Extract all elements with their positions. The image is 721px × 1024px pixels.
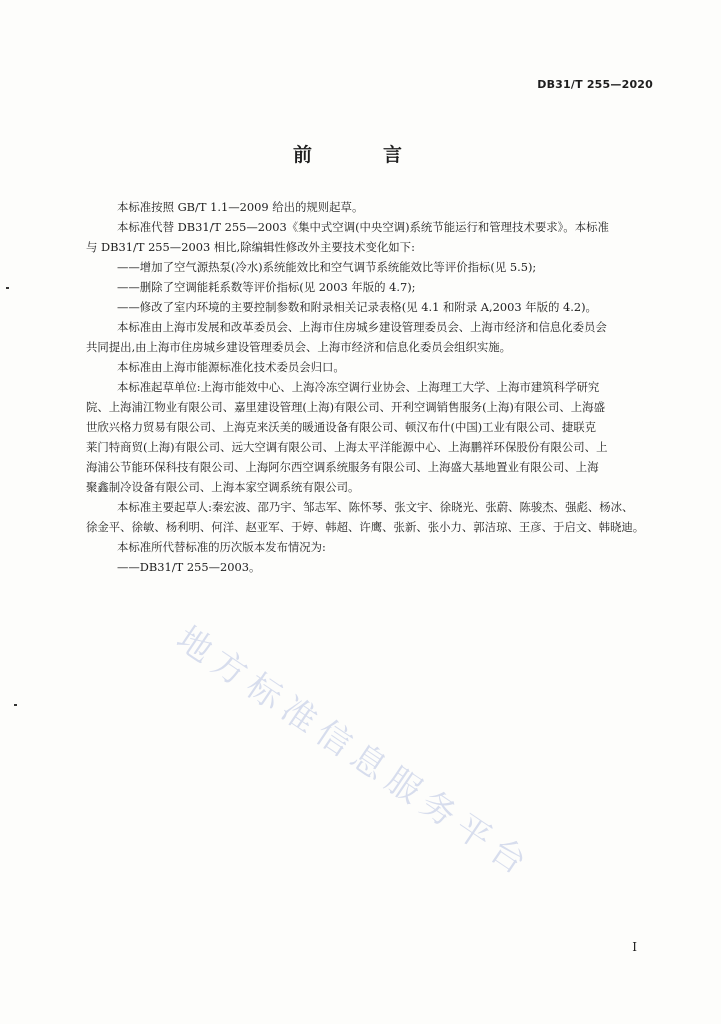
page-number: I — [632, 940, 637, 954]
page-title: 前 言 — [292, 144, 428, 166]
watermark: 地方标准信息服务平台 — [169, 618, 540, 887]
paragraph-line: 本标准起草单位:上海市能效中心、上海冷冻空调行业协会、上海理工大学、上海市建筑科学研究 — [117, 380, 600, 394]
document-code: DB31/T 255—2020 — [537, 78, 653, 91]
list-item: ——修改了室内环境的主要控制参数和附录相关记录表格(见 4.1 和附录 A,2003 年版的 4.2)。 — [117, 300, 597, 314]
scan-artifact — [14, 704, 17, 706]
paragraph-line: 本标准由上海市能源标准化技术委员会归口。 — [117, 360, 345, 374]
paragraph-line: 本标准按照 GB/T 1.1—2009 给出的规则起草。 — [117, 200, 364, 214]
list-item: ——删除了空调能耗系数等评价指标(见 2003 年版的 4.7); — [117, 280, 416, 294]
paragraph-line: 本标准由上海市发展和改革委员会、上海市住房城乡建设管理委员会、上海市经济和信息化委员会 — [117, 320, 607, 334]
paragraph-line: 院、上海浦江物业有限公司、嘉里建设管理(上海)有限公司、开利空调销售服务(上海)有限公司、上海盛 — [86, 400, 605, 414]
paragraph-line: 本标准代替 DB31/T 255—2003《集中式空调(中央空调)系统节能运行和管理技术要求》。本标准 — [117, 220, 609, 234]
paragraph-line: 本标准主要起草人:秦宏波、邵乃宇、邹志军、陈怀琴、张文宇、徐晓光、张蔚、陈骏杰、强彪、杨冰、 — [117, 500, 634, 514]
paragraph-line: 与 DB31/T 255—2003 相比,除编辑性修改外主要技术变化如下: — [86, 240, 415, 254]
list-item: ——增加了空气源热泵(冷水)系统能效比和空气调节系统能效比等评价指标(见 5.5); — [117, 260, 537, 274]
paragraph-line: 世欣兴格力贸易有限公司、上海克来沃美的暖通设备有限公司、顿汉布什(中国)工业有限公司、捷联克 — [86, 420, 597, 434]
scan-artifact — [6, 287, 9, 289]
paragraph-line: 共同提出,由上海市住房城乡建设管理委员会、上海市经济和信息化委员会组织实施。 — [86, 340, 512, 354]
paragraph-line: 徐金平、徐敏、杨利明、何洋、赵亚军、于婷、韩超、许鹰、张新、张小力、郭洁琼、王彦、于启文、韩晓迪。 — [86, 520, 645, 534]
paragraph-line: 聚鑫制冷设备有限公司、上海本家空调系统有限公司。 — [86, 480, 360, 494]
paragraph-line: 莱门特商贸(上海)有限公司、远大空调有限公司、上海太平洋能源中心、上海鹏祥环保股份有限公司、上 — [86, 440, 608, 454]
list-item: ——DB31/T 255—2003。 — [117, 560, 261, 574]
paragraph-line: 本标准所代替标准的历次版本发布情况为: — [117, 540, 326, 554]
paragraph-line: 海浦公节能环保科技有限公司、上海阿尔西空调系统服务有限公司、上海盛大基地置业有限公司、上海 — [86, 460, 599, 474]
